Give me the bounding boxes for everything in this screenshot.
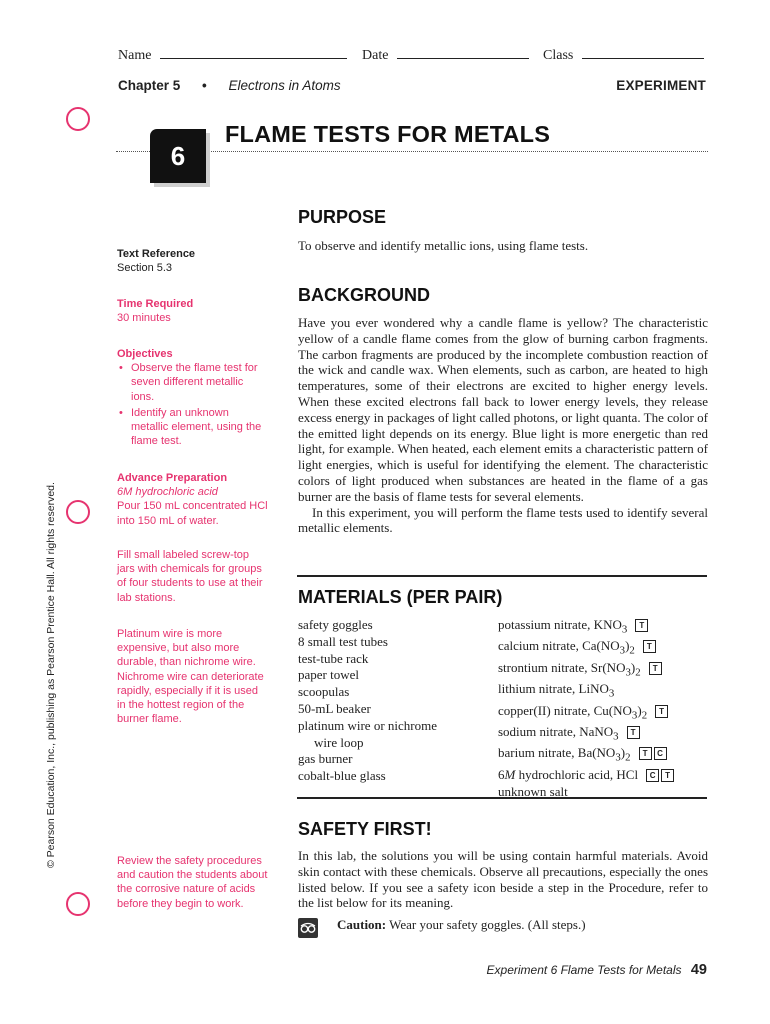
material-item: copper(II) nitrate, $Cu(NO_3)_2$ T <box>498 703 674 724</box>
corrosive-icon: C <box>646 769 659 782</box>
purpose-heading: PURPOSE <box>298 207 387 227</box>
date-field[interactable] <box>362 46 529 64</box>
material-item: lithium nitrate, LiNO$_3$ <box>498 681 615 700</box>
toxic-icon: T <box>655 705 668 718</box>
background-heading: BACKGROUND <box>298 285 430 305</box>
material-item: paper towel <box>298 667 360 683</box>
material-item: calcium nitrate, $Ca(NO_3)_2$ T <box>498 638 674 659</box>
toxic-icon: T <box>661 769 674 782</box>
caution-text: Wear your safety goggles. (All steps.) <box>389 917 586 932</box>
time-required-value: 30 minutes <box>117 312 171 325</box>
caution-label: Caution: <box>337 917 387 932</box>
copyright-notice: © Pearson Education, Inc., publishing as Pearson Prentice Hall. All rights reserved. <box>45 482 57 868</box>
time-required-heading: Time Required <box>117 298 194 310</box>
name-field[interactable] <box>118 46 347 64</box>
class-label: Class <box>543 48 574 63</box>
objective-item: • Identify an unknown metallic element, using the flame test. <box>117 406 269 449</box>
section-rule <box>297 575 707 577</box>
toxic-icon: T <box>635 619 648 632</box>
text-reference-value: Section 5.3 <box>117 262 173 275</box>
safety-heading: SAFETY FIRST! <box>298 819 432 839</box>
materials-heading: MATERIALS (PER PAIR) <box>298 587 503 607</box>
objectives-heading: Objectives <box>117 348 173 360</box>
page-number: 49 <box>690 962 707 978</box>
chapter-number: Chapter 5 <box>118 78 181 93</box>
material-item: 6M hydrochloric acid, HCl C T <box>498 767 674 784</box>
sidebar-time-required <box>117 297 269 325</box>
material-item: unknown salt <box>498 783 568 799</box>
safety-text: In this lab, the solutions you will be using contain harmful materials. Avoid skin contact with these chemicals. Observe all precautions, especially the ones listed below. If you see a safety icon beside a step in the Procedure, refer to the list below for its meaning. <box>298 848 708 911</box>
background-paragraph-2: In this experiment, you will perform the flame tests used to identify several metallic elements. <box>298 504 708 536</box>
material-item: potassium nitrate, $KNO_3$ T <box>498 617 674 638</box>
corrosive-icon: C <box>654 747 667 760</box>
chapter-bullet: • <box>202 78 207 93</box>
objective-item: • Observe the flame test for seven different metallic ions. <box>117 361 269 404</box>
sidebar-text-reference <box>117 247 269 275</box>
sidebar-note-safety: Review the safety procedures and caution the students about the corrosive nature of acids before they begin to work. <box>117 855 268 910</box>
goggles-icon <box>298 918 318 938</box>
page-footer <box>487 962 707 978</box>
toxic-icon: T <box>627 726 640 739</box>
material-item: wire loop <box>314 734 364 750</box>
advance-preparation-reagent: 6M hydrochloric acid <box>117 486 218 499</box>
sidebar-note-platinum: Platinum wire is more expensive, but also more durable, than nichrome wire. Nichrome wire can deteriorate rapidly, especially if it is used in the hottest region of the burner flame. <box>117 628 264 726</box>
material-item: barium nitrate, $Ba(NO_3)_2$ T C <box>498 745 674 766</box>
material-item: cobalt-blue glass <box>298 768 386 784</box>
background-text <box>298 315 708 536</box>
toxic-icon: T <box>643 640 656 653</box>
caution-line <box>337 917 709 933</box>
text-reference-heading: Text Reference <box>117 248 196 260</box>
binder-hole-middle <box>66 500 90 524</box>
material-item: safety goggles <box>298 617 373 632</box>
background-paragraph-1: Have you ever wondered why a candle flame is yellow? The characteristic yellow of a candle flame comes from the glow of burning carbon fragments. The carbon fragments are produced by the incomplete combustion reaction of the wick and candle wax. When elements, such as carbon, are heated to high temperatures, some of their electrons are excited to higher energy levels. When these excited electrons fall back to lower energy levels, they release excess energy in packages of light called photons, or light quanta. The color of the emitted light depends on its energy. Blue light is more energetic than red light, for example. When heated, each element emits a characteristic pattern of light energies, which is useful for identifying the element. The characteristic colors of light produced when substances are heated in the flame of a gas burner are the basis of flame tests for several elements. <box>298 315 708 504</box>
material-item: platinum wire or nichrome <box>298 717 437 733</box>
sidebar-note-jars: Fill small labeled screw-top jars with chemicals for groups of four students to use at their lab stations. <box>117 549 263 604</box>
chapter-title: Electrons in Atoms <box>228 78 341 93</box>
sidebar-advance-preparation <box>117 471 269 528</box>
date-label: Date <box>362 48 389 63</box>
page-title: FLAME TESTS FOR METALS <box>225 121 551 147</box>
material-item: sodium nitrate, NaNO$_3$ T <box>498 724 674 745</box>
purpose-text: To observe and identify metallic ions, using flame tests. <box>298 238 589 253</box>
binder-hole-top <box>66 107 90 131</box>
experiment-label: EXPERIMENT <box>616 78 706 93</box>
materials-list-right <box>498 617 674 800</box>
toxic-icon: T <box>639 747 652 760</box>
toxic-icon: T <box>649 662 662 675</box>
section-rule <box>297 797 707 799</box>
name-label: Name <box>118 48 152 63</box>
material-item: test-tube rack <box>298 650 369 666</box>
experiment-number: 6 <box>150 129 206 183</box>
material-item: strontium nitrate, $Sr(NO_3)_2$ T <box>498 660 674 681</box>
advance-preparation-heading: Advance Preparation <box>117 472 228 484</box>
sidebar-objectives <box>117 347 269 450</box>
binder-hole-bottom <box>66 892 90 916</box>
material-item: scoopulas <box>298 684 350 700</box>
advance-preparation-text: Pour 150 mL concentrated HCl into 150 mL of water. <box>117 500 268 527</box>
chapter-line <box>118 78 341 93</box>
class-field[interactable] <box>543 46 704 64</box>
material-item: 50-mL beaker <box>298 700 371 716</box>
material-item: 8 small test tubes <box>298 633 388 649</box>
footer-text: Experiment 6 Flame Tests for Metals <box>486 963 682 977</box>
materials-list-left <box>298 617 437 785</box>
material-item: gas burner <box>298 751 353 767</box>
